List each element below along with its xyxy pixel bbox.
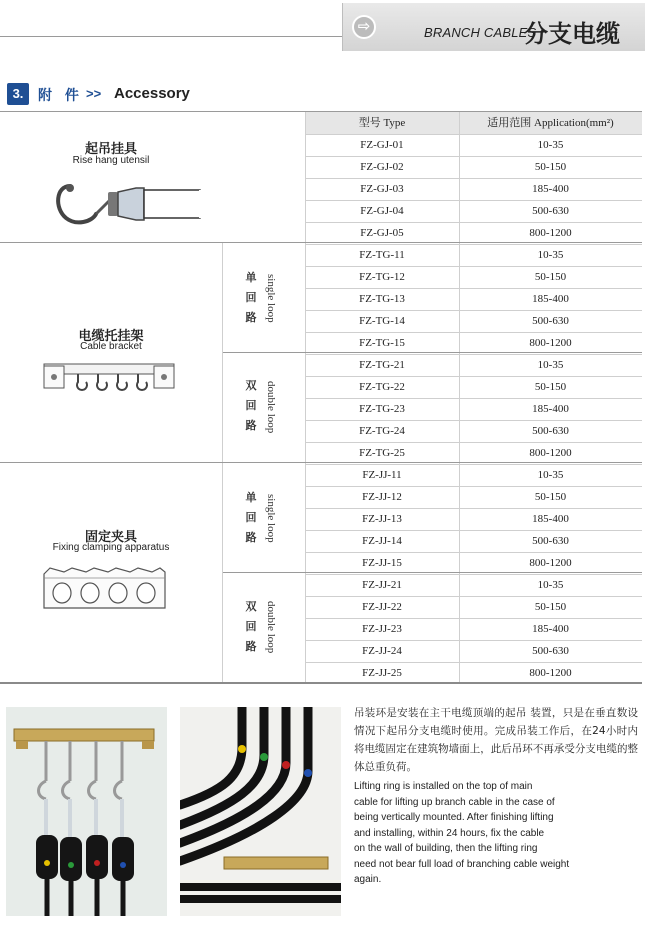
cell-type: FZ-TG-12 [359,271,405,283]
cell-type: FZ-JJ-22 [362,601,402,613]
table-row [305,332,642,354]
cell-application: 10-35 [537,359,564,371]
table-row [305,222,642,244]
column-header-application: 适用范围 Application(mm²) [487,117,614,129]
cell-application: 500-630 [532,535,569,547]
loop-column-divider [222,463,223,682]
clamp-illustration [42,564,167,612]
cell-type: FZ-TG-21 [359,359,405,371]
cell-application: 50-150 [534,271,567,283]
loop-column-divider [222,243,223,462]
cell-type: FZ-TG-24 [359,425,405,437]
group-title-cn: 固定夹具 [84,530,137,545]
section-title-en: Accessory [114,85,190,102]
table-row [305,420,642,442]
loop-char: 路 [245,419,257,432]
loop-label-cn [244,268,258,328]
description-en-line: on the wall of building, then the lifting ring [354,843,538,854]
table-row [305,398,642,420]
cell-type: FZ-GJ-05 [360,227,404,239]
section-arrow: >> [86,86,102,101]
cell-application: 10-35 [537,139,564,151]
cell-application: 800-1200 [529,667,572,679]
loop-char: 路 [245,311,257,324]
table-row [305,574,642,596]
cell-application: 50-150 [534,381,567,393]
cell-application: 500-630 [532,205,569,217]
header-rule [0,36,342,37]
cell-type: FZ-GJ-04 [360,205,404,217]
section-number-badge: 3. [7,83,29,105]
description-en-line: and installing, within 24 hours, fix the cable [354,827,545,839]
table-row [305,200,642,222]
loop-label-en: single loop [265,273,277,323]
cell-application: 185-400 [532,513,569,525]
cell-application: 185-400 [532,183,569,195]
cable-bracket-illustration [42,360,177,396]
table-row [305,442,642,464]
cell-application: 10-35 [537,249,564,261]
cell-application: 185-400 [532,623,569,635]
group-divider [0,242,642,243]
table-row [305,486,642,508]
loop-char: 路 [245,640,257,653]
subgroup-divider [222,572,642,573]
loop-label-en: double loop [265,380,277,434]
table-row [305,464,642,486]
header-title-cn: 分支电缆 [524,20,620,48]
cell-type: FZ-JJ-11 [362,469,402,481]
loop-char: 单 [245,271,257,284]
cell-type: FZ-TG-23 [359,403,405,415]
loop-label-en: single loop [265,493,277,543]
cell-application: 800-1200 [529,447,572,459]
cell-type: FZ-JJ-15 [362,557,402,569]
table-row [305,354,642,376]
cell-application: 185-400 [532,293,569,305]
loop-label-cn [244,488,258,548]
cell-application: 10-35 [537,469,564,481]
loop-char: 回 [245,511,257,524]
table-row [305,134,642,156]
hook-utensil-illustration [52,178,202,232]
description-en [354,779,638,888]
arrow-right-icon: ⇨ [352,15,376,39]
subgroup-divider [222,352,642,353]
cell-type: FZ-JJ-14 [362,535,402,547]
section-title-cn: 附 件 [38,88,83,104]
table-row [305,156,642,178]
group-divider [0,462,642,463]
table-row [305,596,642,618]
cell-application: 50-150 [534,491,567,503]
description-en-line: need not bear full load of branching cable weight [354,858,570,870]
table-row [305,310,642,332]
table-row [305,508,642,530]
cell-type: FZ-JJ-21 [362,579,402,591]
cell-type: FZ-GJ-02 [360,161,404,173]
table-row [305,618,642,640]
table-row [305,266,642,288]
cell-type: FZ-GJ-03 [360,183,404,195]
cell-type: FZ-JJ-13 [362,513,402,525]
table-row [305,640,642,662]
header-title-en: BRANCH CABLES [424,25,537,40]
cell-application: 185-400 [532,403,569,415]
group-title-en: Cable bracket [80,341,142,352]
cell-application: 500-630 [532,425,569,437]
branch-cable-photo [180,707,341,916]
table-row [305,376,642,398]
description-cn: 吊装环是安装在主干电缆顶端的起吊 装置，只是在垂直数设情况下起吊分支电缆时使用。完成吊装工作后，在24小时内将电缆固定在建筑物墙面上，此后吊环不再承受分支电缆的整体总重负荷。 [354,707,638,773]
cell-type: FZ-JJ-25 [362,667,402,679]
cell-type: FZ-JJ-12 [362,491,402,503]
table-row [305,288,642,310]
cell-type: FZ-TG-25 [359,447,405,459]
loop-label-cn [244,597,258,657]
loop-char: 双 [245,379,257,392]
loop-label-en: double loop [265,600,277,654]
description-en-line: being vertically mounted. After finishing lifting [354,812,554,823]
loop-char: 双 [245,600,257,613]
cell-application: 800-1200 [529,337,572,349]
column-header-type: 型号 Type [358,117,406,129]
cell-type: FZ-TG-14 [359,315,405,327]
table-bottom-rule [0,682,642,684]
group-title-cn: 电缆托挂架 [78,329,144,344]
cell-application: 800-1200 [529,557,572,569]
cell-type: FZ-TG-15 [359,337,405,349]
group-title-en: Fixing clamping apparatus [52,542,170,553]
description-en-line: again. [354,874,382,885]
group-title-en: Rise hang utensil [72,155,150,166]
loop-char: 回 [245,291,257,304]
cell-type: FZ-JJ-23 [362,623,402,635]
cell-application: 500-630 [532,315,569,327]
cell-type: FZ-TG-13 [359,293,405,305]
cell-application: 10-35 [537,579,564,591]
group-title-cn: 起吊挂具 [84,142,137,157]
cell-application: 50-150 [534,601,567,613]
cell-application: 500-630 [532,645,569,657]
cell-type: FZ-GJ-01 [360,139,404,151]
loop-char: 单 [245,491,257,504]
table-row [305,530,642,552]
table-row [305,178,642,200]
cell-application: 50-150 [534,161,567,173]
loop-char: 路 [245,531,257,544]
cell-type: FZ-TG-11 [359,249,405,261]
description-en-line: Lifting ring is installed on the top of main [354,781,533,792]
table-row [305,662,642,684]
cell-type: FZ-JJ-24 [362,645,402,657]
cell-application: 800-1200 [529,227,572,239]
description-en-line: cable for lifting up branch cable in the case of [354,796,555,808]
loop-label-cn [244,376,258,436]
loop-char: 回 [245,620,257,633]
cell-type: FZ-TG-22 [359,381,405,393]
table-row [305,244,642,266]
loop-char: 回 [245,399,257,412]
lifting-ring-photo [6,707,167,916]
table-row [305,552,642,574]
